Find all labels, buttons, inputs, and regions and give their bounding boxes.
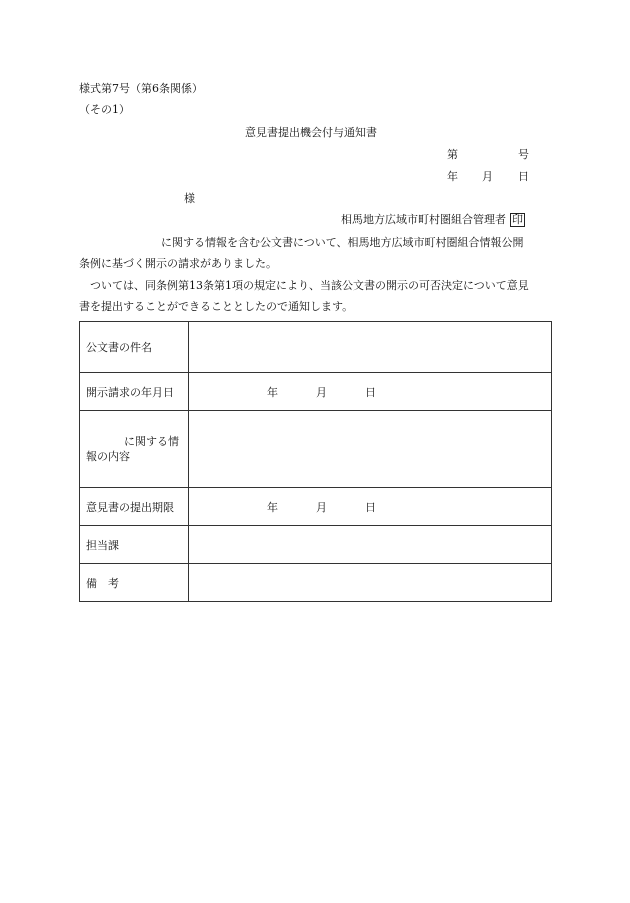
deadline-year: 年 bbox=[267, 500, 278, 514]
request-date-month: 月 bbox=[316, 385, 327, 399]
info-content-label-line-2: 報の内容 bbox=[86, 450, 130, 463]
body-line-3: ついては、同条例第13条第1項の規定により、当該公文書の開示の可否決定について意見 bbox=[90, 279, 529, 292]
row-label-subject: 公文書の件名 bbox=[80, 322, 189, 373]
header-date-month: 月 bbox=[482, 170, 493, 183]
row-label-remarks: 備 考 bbox=[80, 564, 189, 602]
body-line-4: 書を提出することができることとしたので通知します。 bbox=[79, 300, 354, 313]
row-value-deadline bbox=[189, 488, 552, 526]
header-date-year: 年 bbox=[447, 170, 458, 183]
sender-name: 相馬地方広域市町村圏組合管理者 bbox=[341, 213, 506, 226]
table-row bbox=[80, 564, 552, 602]
row-value-department bbox=[189, 526, 552, 564]
row-value-info-content bbox=[189, 411, 552, 488]
doc-no-prefix: 第 bbox=[447, 148, 458, 161]
row-label-department: 担当課 bbox=[80, 526, 189, 564]
info-table bbox=[79, 321, 552, 602]
row-value-remarks bbox=[189, 564, 552, 602]
header-date-day: 日 bbox=[518, 170, 529, 183]
row-label-info-content bbox=[80, 411, 189, 488]
document-title: 意見書提出機会付与通知書 bbox=[245, 126, 377, 139]
table-row bbox=[80, 488, 552, 526]
doc-no-suffix: 号 bbox=[518, 148, 529, 161]
row-label-request-date: 開示請求の年月日 bbox=[80, 373, 189, 411]
row-label-deadline: 意見書の提出期限 bbox=[80, 488, 189, 526]
addressee-suffix: 様 bbox=[184, 192, 195, 205]
row-value-subject bbox=[189, 322, 552, 373]
form-number: 様式第7号（第6条関係） bbox=[79, 82, 203, 95]
request-date-year: 年 bbox=[267, 385, 278, 399]
sub-number: （その1） bbox=[79, 103, 130, 116]
request-date-day: 日 bbox=[365, 385, 376, 399]
seal-mark: 印 bbox=[512, 213, 523, 226]
table-row bbox=[80, 373, 552, 411]
row-value-request-date bbox=[189, 373, 552, 411]
table-row bbox=[80, 526, 552, 564]
table-row bbox=[80, 411, 552, 488]
deadline-day: 日 bbox=[365, 500, 376, 514]
body-line-1: に関する情報を含む公文書について、相馬地方広域市町村圏組合情報公開 bbox=[161, 236, 524, 249]
deadline-month: 月 bbox=[316, 500, 327, 514]
sender bbox=[341, 213, 525, 227]
info-content-label-line-1: に関する情 bbox=[124, 435, 179, 448]
body-line-2: 条例に基づく開示の請求がありました。 bbox=[79, 257, 277, 270]
table-row bbox=[80, 322, 552, 373]
